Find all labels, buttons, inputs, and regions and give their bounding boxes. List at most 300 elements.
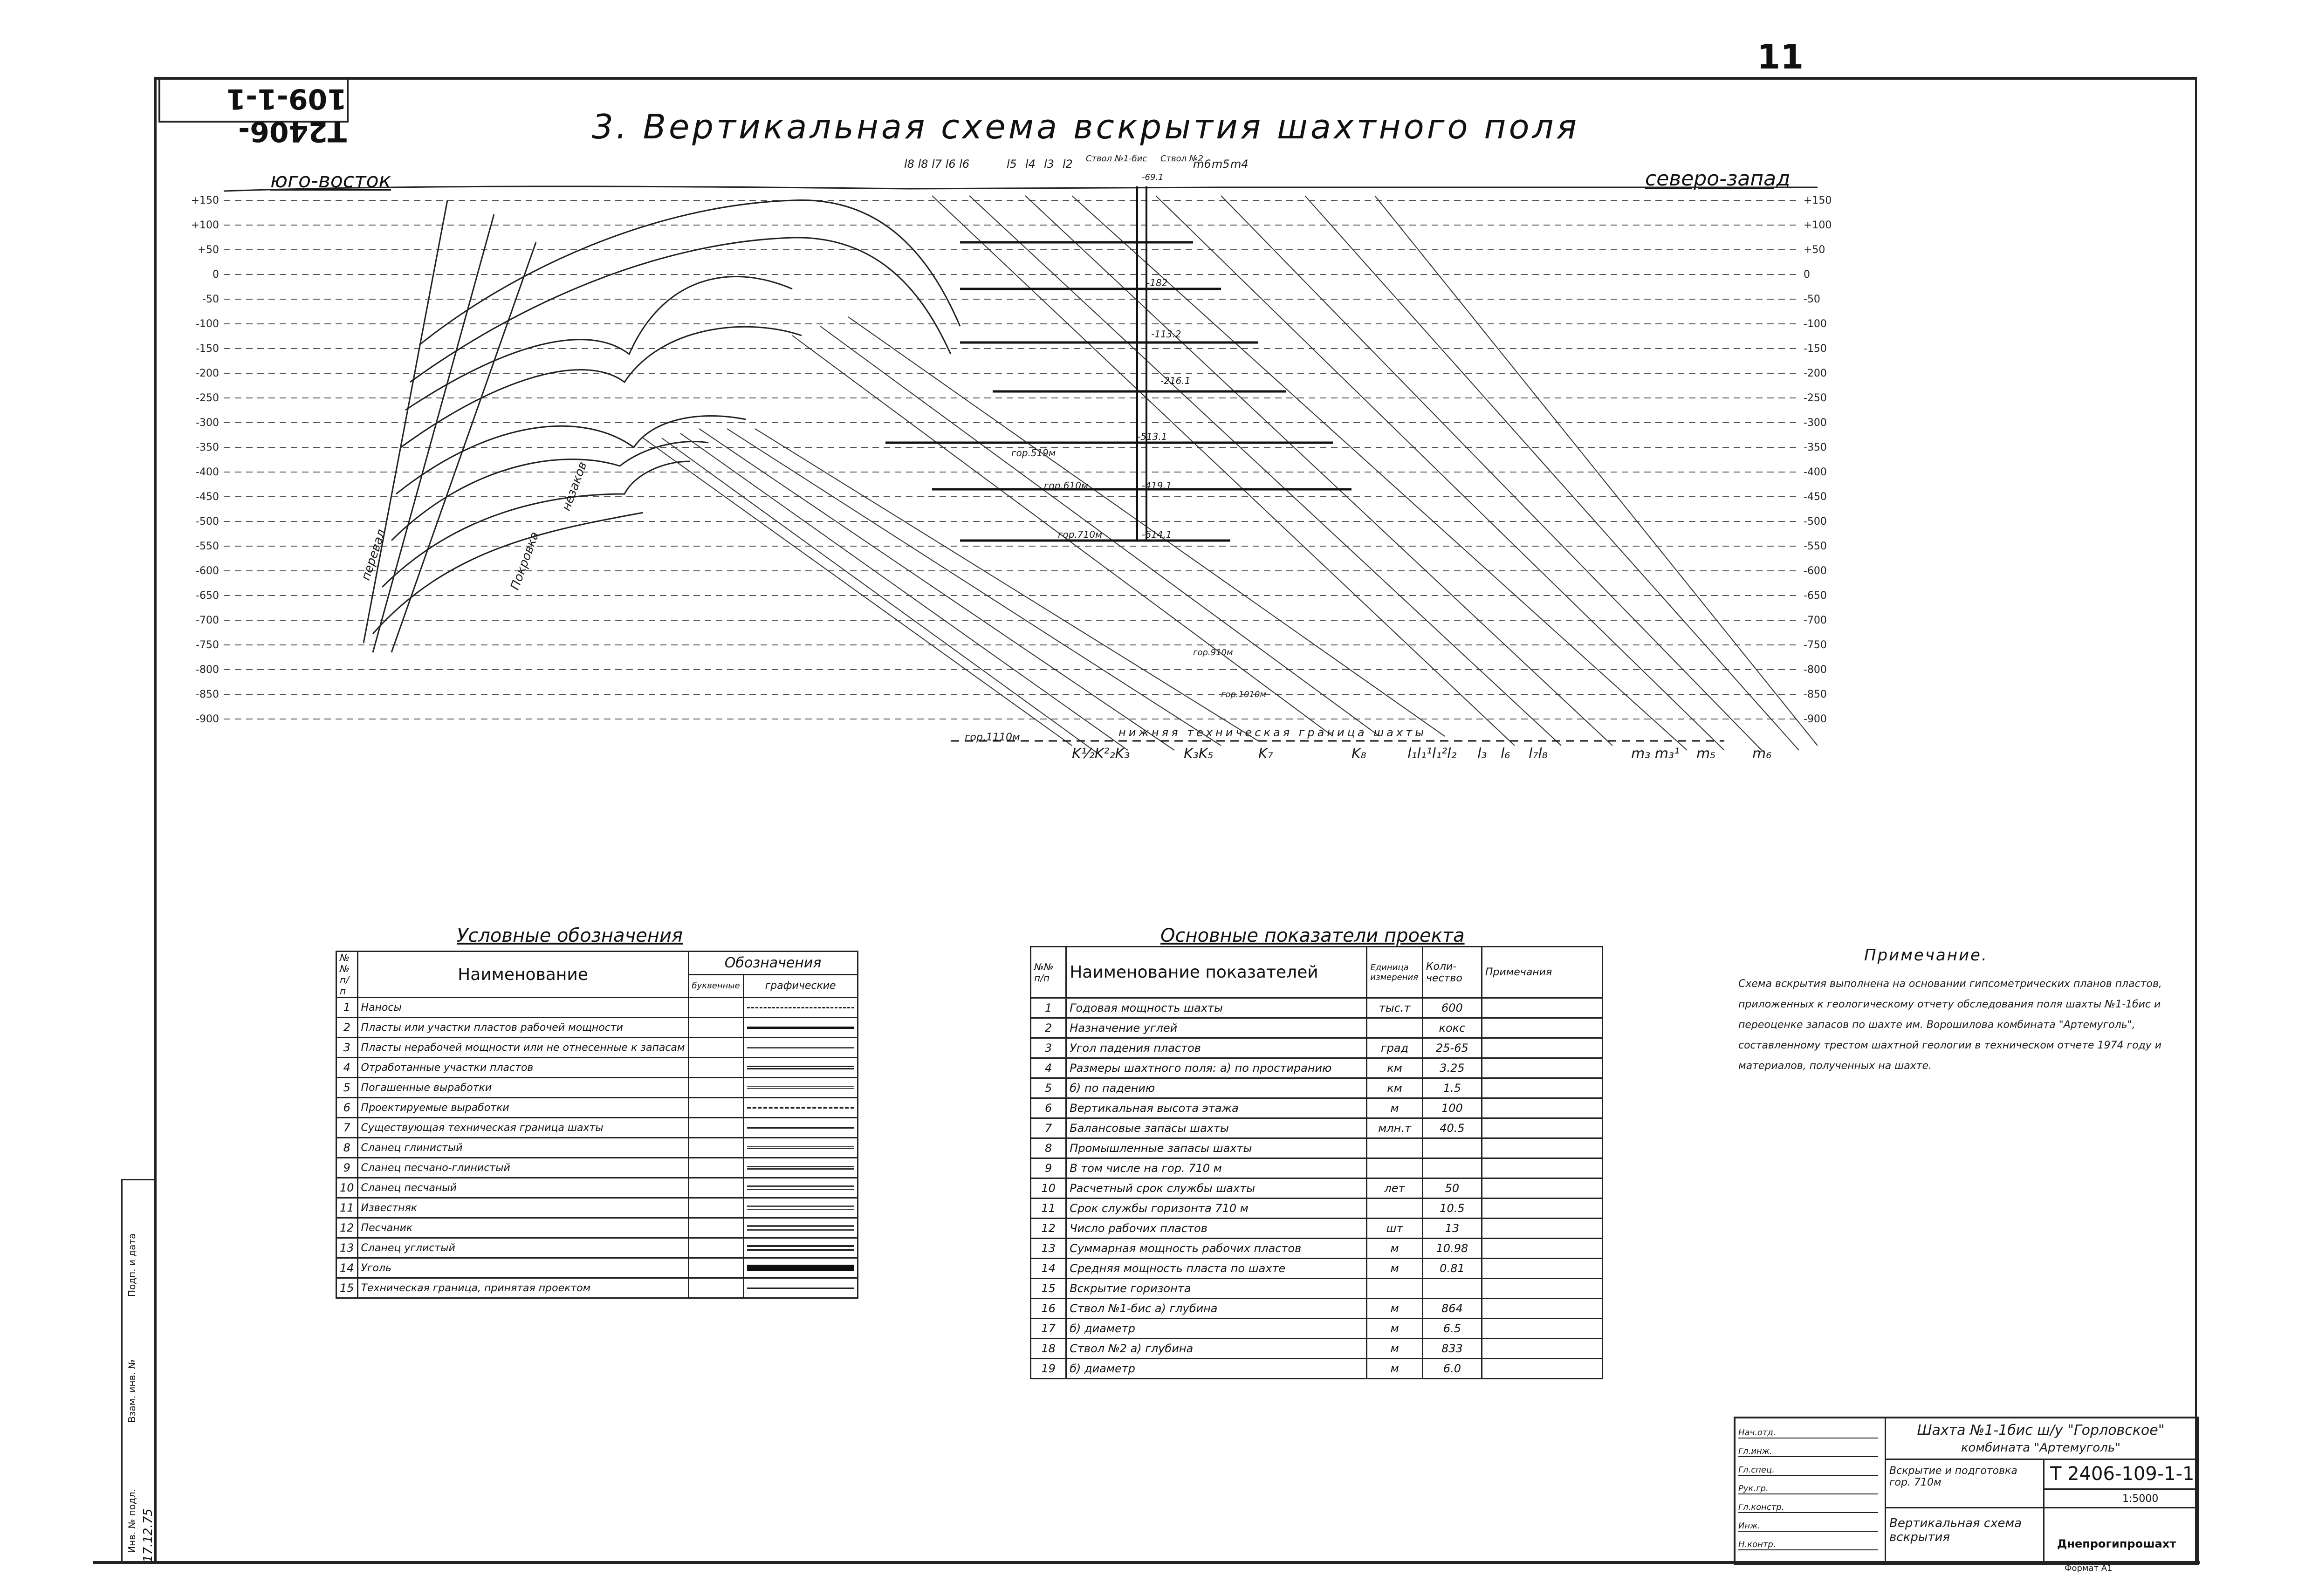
level-label-right: -400 [1804,466,1827,478]
stamp-subject: Вскрытие и подготовка гор. 710м [1889,1465,2017,1488]
legend-row-graphic [743,1098,858,1118]
seam-bottom-label: K₈ [1352,746,1366,762]
legend-header-num: №№ п/п [336,952,358,998]
level-label-left: -650 [196,590,219,602]
indicators-row [1031,1118,1603,1138]
indicator-qty: 25-65 [1422,1038,1482,1058]
level-label-right: -650 [1804,590,1827,602]
legend-row-graphic [743,1198,858,1218]
level-label-left: -100 [196,318,219,330]
legend-row [336,1278,858,1298]
elevation-mark: -513.1 [1137,431,1167,442]
legend-row [336,1178,858,1198]
level-label-left: -900 [196,713,219,725]
indicator-qty: 6.0 [1422,1359,1482,1379]
indicators-row [1031,998,1603,1018]
legend-row-letter [688,1098,743,1118]
legend-row-graphic [743,1138,858,1158]
indicator-num: 6 [1031,1098,1066,1118]
indicator-note [1482,1178,1602,1199]
legend-row-letter [688,1158,743,1178]
legend-title: Условные обозначения [457,925,683,946]
indicator-note [1482,1158,1602,1178]
stamp-role: Нач.отд. [1738,1428,1878,1438]
indicator-qty [1422,1138,1482,1158]
level-label-left: -800 [196,664,219,676]
indicators-row [1031,1259,1603,1279]
legend-row [336,1058,858,1078]
title-block [1734,1417,2199,1565]
elevation-mark: -113.2 [1151,329,1181,340]
indicator-note [1482,1138,1602,1158]
horizon-label: гор.610м [1044,480,1089,491]
mining-horizons [885,242,1724,741]
indicator-name: Средняя мощность пласта по шахте [1066,1259,1367,1279]
indicator-num: 9 [1031,1158,1066,1178]
legend-row [336,1198,858,1218]
legend-row-name: Погашенные выработки [357,1078,688,1098]
indicators-row [1031,1319,1603,1339]
seam-bottom-label: K₇ [1258,746,1273,762]
level-label-left: +150 [191,195,219,206]
level-label-right: -700 [1804,615,1827,626]
level-label-right: -500 [1804,516,1827,527]
legend-row-graphic [743,1178,858,1198]
indicator-name: б) диаметр [1066,1319,1367,1339]
indicator-unit [1367,1199,1423,1219]
indicator-num: 7 [1031,1118,1066,1138]
indicator-name: Суммарная мощность рабочих пластов [1066,1239,1367,1259]
indicator-unit: м [1367,1299,1423,1319]
indicators-row [1031,1158,1603,1178]
indicator-qty: 3.25 [1422,1058,1482,1078]
level-scale-right [1804,195,1832,725]
legend-row [336,1258,858,1278]
legend-symbol [747,1127,854,1129]
indicator-note [1482,1018,1602,1038]
indicators-row [1031,1038,1603,1058]
legend-symbol [747,1066,854,1069]
indicator-qty: 13 [1422,1219,1482,1239]
legend-row [336,1158,858,1178]
legend-row-letter [688,1058,743,1078]
indicator-unit [1367,1018,1423,1038]
legend-row-graphic [743,1018,858,1038]
legend-row-graphic [743,1118,858,1138]
seam-top-label: l5 [1007,158,1017,171]
level-label-left: -750 [196,639,219,651]
side-label: Взам. инв. № [126,1359,137,1423]
legend-symbol [747,1047,854,1048]
legend-row-name: Техническая граница, принятая проектом [357,1278,688,1298]
indicator-note [1482,998,1602,1018]
indicator-note [1482,1279,1602,1299]
indicator-note [1482,1299,1602,1319]
indicators-title: Основные показатели проекта [1160,925,1465,946]
indicator-qty: 6.5 [1422,1319,1482,1339]
legend-row-name: Песчаник [357,1218,688,1238]
legend-row [336,1038,858,1058]
indicator-qty: 1.5 [1422,1078,1482,1098]
direction-right-label: северо-запад [1645,167,1791,191]
indicators-row [1031,1098,1603,1118]
indicators-row [1031,1138,1603,1158]
level-label-right: -150 [1804,343,1827,355]
legend-row-graphic [743,1058,858,1078]
indicator-note [1482,1239,1602,1259]
indicators-row [1031,1279,1603,1299]
elevation-mark: -216.1 [1160,375,1191,386]
legend-symbol [747,1027,854,1029]
indicator-qty: 600 [1422,998,1482,1018]
legend-row-name: Сланец глинистый [357,1138,688,1158]
legend-row-name: Проектируемые выработки [357,1098,688,1118]
level-label-left: -600 [196,565,219,577]
indicators-row [1031,1239,1603,1259]
legend-row-num: 10 [336,1178,358,1198]
shaft-label: Ствол №2 [1160,154,1204,164]
bottom-boundary-label: нижняя техническая граница шахты [1118,726,1427,739]
legend-row-graphic [743,1158,858,1178]
level-label-right: 0 [1804,269,1810,281]
legend-row-name: Пласты нерабочей мощности или не отнесенные к запасам [357,1038,688,1058]
direction-left-label: юго-восток [270,169,391,192]
legend-row-letter [688,1178,743,1198]
seam-top-label: l4 [1025,158,1036,171]
legend-row [336,998,858,1018]
legend-row-graphic [743,1278,858,1298]
legend-symbol [747,1086,854,1089]
seam-bottom-label: K₃K₅ [1184,746,1214,762]
indicator-qty: 10.5 [1422,1199,1482,1219]
outcrop-label: незаков [559,459,590,513]
legend-row-num: 1 [336,998,358,1018]
level-label-right: +50 [1804,244,1825,256]
indicator-num: 1 [1031,998,1066,1018]
indicator-num: 16 [1031,1299,1066,1319]
legend-row-letter [688,1118,743,1138]
indicator-unit [1367,1158,1423,1178]
legend-row-num: 14 [336,1258,358,1278]
legend-row-num: 2 [336,1018,358,1038]
level-label-right: -850 [1804,689,1827,700]
level-label-left: -200 [196,368,219,379]
elevation-mark: -69.1 [1142,172,1164,182]
legend-row-letter [688,1278,743,1298]
indicator-unit: лет [1367,1178,1423,1199]
seam-bottom-label: m₃ m₃¹ [1631,746,1680,762]
indicator-num: 12 [1031,1219,1066,1239]
indicators-row [1031,1299,1603,1319]
indicators-row [1031,1339,1603,1359]
indicator-unit: м [1367,1259,1423,1279]
seam-bottom-label: l₃ [1477,746,1487,762]
legend-row-num: 7 [336,1118,358,1138]
horizon-label: гор.710м [1058,529,1103,540]
indicator-num: 15 [1031,1279,1066,1299]
outcrop-label: Покровка [508,530,542,592]
legend-row-letter [688,1018,743,1038]
indicators-row [1031,1178,1603,1199]
legend-row-graphic [743,1258,858,1278]
indicator-name: Вертикальная высота этажа [1066,1098,1367,1118]
legend-row-letter [688,1218,743,1238]
legend-symbol [747,1007,854,1008]
indicator-qty: 864 [1422,1299,1482,1319]
level-label-right: -900 [1804,713,1827,725]
note-text: Схема вскрытия выполнена на основании гипсометрических планов пластов, приложенных к геологическому отчету обследования поля шахты №1-1бис и переоценке запасов по шахте им. Ворошилова комбината "Артемуголь", составленному трестом шахтной геологии в техническом отчете 1974 году и материалов, полученных на шахте. [1738,978,2162,1072]
indicators-row [1031,1058,1603,1078]
note-heading: Примечание. [1864,946,1988,965]
indicator-name: Годовая мощность шахты [1066,998,1367,1018]
stamp-role: Н.контр. [1738,1540,1878,1550]
legend-row [336,1098,858,1118]
indicator-qty: 0.81 [1422,1259,1482,1279]
indicators-header-qty: Коли-чество [1422,947,1482,998]
indicator-num: 13 [1031,1239,1066,1259]
legend-header-name: Наименование [357,952,688,998]
legend-symbol [747,1185,854,1190]
level-label-right: -600 [1804,565,1827,577]
legend-row-letter [688,998,743,1018]
level-label-right: -300 [1804,417,1827,429]
indicator-name: Ствол №1-бис а) глубина [1066,1299,1367,1319]
indicator-num: 3 [1031,1038,1066,1058]
legend-row-num: 3 [336,1038,358,1058]
legend-symbol [747,1265,854,1271]
level-label-right: -550 [1804,541,1827,552]
legend-row [336,1078,858,1098]
outcrop-label: перевал [359,527,389,582]
indicator-num: 14 [1031,1259,1066,1279]
indicator-note [1482,1339,1602,1359]
indicator-name: Назначение углей [1066,1018,1367,1038]
legend-row-letter [688,1038,743,1058]
legend-row-name: Сланец углистый [357,1238,688,1258]
level-label-left: -150 [196,343,219,355]
level-label-right: -750 [1804,639,1827,651]
stamp-drawing-name: Вертикальная схема вскрытия [1889,1516,2022,1544]
legend-symbol [747,1245,854,1251]
legend-symbol [747,1107,854,1109]
legend-table [336,951,858,1299]
indicators-header-unit: Единица измерения [1367,947,1423,998]
legend-row-name: Сланец песчаный [357,1178,688,1198]
indicator-note [1482,1359,1602,1379]
indicator-name: Число рабочих пластов [1066,1219,1367,1239]
legend-row-num: 12 [336,1218,358,1238]
level-label-left: +100 [191,219,219,231]
indicator-name: Вскрытие горизонта [1066,1279,1367,1299]
legend-row-letter [688,1138,743,1158]
seam-bottom-label: l₁l₁¹l₁²l₂ [1407,746,1457,762]
indicator-name: Ствол №2 а) глубина [1066,1339,1367,1359]
level-label-left: +50 [197,244,219,256]
level-label-left: -550 [196,541,219,552]
indicator-unit: тыс.т [1367,998,1423,1018]
legend-symbol [747,1166,854,1170]
indicator-unit [1367,1279,1423,1299]
title-block-signatures [1736,1418,1886,1563]
indicator-unit: млн.т [1367,1118,1423,1138]
legend-header-letter: буквенные [688,974,743,998]
legend-row-name: Известняк [357,1198,688,1218]
horizon-label: гор.519м [1011,447,1056,459]
legend-row-name: Наносы [357,998,688,1018]
indicator-note [1482,1118,1602,1138]
level-label-left: -250 [196,392,219,404]
legend-row-num: 4 [336,1058,358,1078]
stamp-organization: Днепрогипрошахт [2057,1537,2176,1550]
legend-row [336,1238,858,1258]
indicator-name: Расчетный срок службы шахты [1066,1178,1367,1199]
elevation-mark: -419.1 [1142,480,1172,491]
indicators-row [1031,1199,1603,1219]
level-label-left: -300 [196,417,219,429]
level-label-right: -50 [1804,294,1820,305]
seam-bottom-label: K½K²₂K₃ [1072,746,1130,762]
legend-row-num: 5 [336,1078,358,1098]
level-label-right: +100 [1804,219,1832,231]
indicator-note [1482,1219,1602,1239]
horizon-label: гор.1010м [1221,690,1267,699]
dipping-seams [643,196,1818,755]
stamp-org-line1: Шахта №1-1бис ш/у "Горловское" [1917,1422,2165,1438]
indicator-name: Балансовые запасы шахты [1066,1118,1367,1138]
legend-row-name: Существующая техническая граница шахты [357,1118,688,1138]
indicator-unit: м [1367,1098,1423,1118]
horizon-label: гор.1110м [965,732,1020,743]
stamp-role: Гл.спец. [1738,1465,1878,1476]
indicator-num: 8 [1031,1138,1066,1158]
indicator-unit: м [1367,1319,1423,1339]
level-label-right: -800 [1804,664,1827,676]
seam-top-label: m6 [1193,158,1211,171]
legend-row-num: 8 [336,1138,358,1158]
indicator-num: 10 [1031,1178,1066,1199]
stamp-code: Т 2406-109-1-1 [2050,1463,2195,1485]
indicator-name: Размеры шахтного поля: а) по простиранию [1066,1058,1367,1078]
indicator-unit: м [1367,1239,1423,1259]
indicator-qty [1422,1158,1482,1178]
seam-top-label: l2 [1063,158,1073,171]
level-label-left: -400 [196,466,219,478]
indicator-num: 4 [1031,1058,1066,1078]
legend-row-name: Сланец песчано-глинистый [357,1158,688,1178]
indicator-qty: кокс [1422,1018,1482,1038]
level-label-left: -350 [196,442,219,453]
indicator-name: б) диаметр [1066,1359,1367,1379]
legend-row-num: 13 [336,1238,358,1258]
level-label-left: -500 [196,516,219,527]
indicator-qty: 40.5 [1422,1118,1482,1138]
legend-row-num: 9 [336,1158,358,1178]
indicator-num: 11 [1031,1199,1066,1219]
level-scale-left [191,195,219,725]
indicator-num: 5 [1031,1078,1066,1098]
legend-row-num: 11 [336,1198,358,1218]
indicators-row [1031,1018,1603,1038]
indicator-unit: шт [1367,1219,1423,1239]
stamp-role: Гл.констр. [1738,1502,1878,1513]
level-label-right: -250 [1804,392,1827,404]
side-approval-block [121,1179,157,1564]
indicator-name: Угол падения пластов [1066,1038,1367,1058]
indicators-header-num: №№ п/п [1031,947,1066,998]
seam-top-label: l3 [1044,158,1054,171]
indicator-note [1482,1038,1602,1058]
indicators-header-note: Примечания [1482,947,1602,998]
indicator-note [1482,1098,1602,1118]
indicator-qty [1422,1279,1482,1299]
indicator-note [1482,1058,1602,1078]
horizon-label: гор.910м [1193,648,1233,658]
indicator-num: 19 [1031,1359,1066,1379]
indicator-qty: 50 [1422,1178,1482,1199]
legend-row-name: Уголь [357,1258,688,1278]
stamp-role: Рук.гр. [1738,1484,1878,1494]
indicator-name: Промышленные запасы шахты [1066,1138,1367,1158]
seam-top-label: m5 [1212,158,1230,171]
legend-row-letter [688,1258,743,1278]
indicator-unit [1367,1138,1423,1158]
stamp-org-line2: комбината "Артемуголь" [1961,1441,2121,1455]
indicator-num: 18 [1031,1339,1066,1359]
legend-row-num: 15 [336,1278,358,1298]
indicators-row [1031,1219,1603,1239]
indicator-unit: град [1367,1038,1423,1058]
format-label: Формат А1 [2065,1563,2113,1573]
legend-symbol [747,1146,854,1149]
side-label: Подп. и дата [126,1233,137,1297]
legend-row [336,1138,858,1158]
indicator-note [1482,1078,1602,1098]
indicator-num: 2 [1031,1018,1066,1038]
indicator-qty: 100 [1422,1098,1482,1118]
indicator-unit: м [1367,1359,1423,1379]
seam-bottom-label: m₅ [1696,746,1716,762]
indicators-row [1031,1078,1603,1098]
legend-row [336,1018,858,1038]
seam-bottom-label: l₆ [1501,746,1510,762]
level-label-right: +150 [1804,195,1832,206]
indicator-qty: 10.98 [1422,1239,1482,1259]
seam-top-label: l8 l8 l7 l6 l6 [904,158,970,171]
legend-symbol [747,1206,854,1210]
side-date: 17.12.75 [141,1508,155,1562]
indicator-qty: 833 [1422,1339,1482,1359]
indicator-unit: км [1367,1058,1423,1078]
legend-row-graphic [743,998,858,1018]
indicators-table [1030,946,1603,1379]
elevation-mark: -614.1 [1142,529,1172,540]
legend-row [336,1118,858,1138]
indicator-name: В том числе на гор. 710 м [1066,1158,1367,1178]
legend-row-letter [688,1238,743,1258]
legend-row-num: 6 [336,1098,358,1118]
level-label-left: -850 [196,689,219,700]
legend-row-graphic [743,1038,858,1058]
legend-row-name: Пласты или участки пластов рабочей мощности [357,1018,688,1038]
seam-bottom-label: l₇l₈ [1529,746,1548,762]
legend-row-graphic [743,1238,858,1258]
indicators-row [1031,1359,1603,1379]
shaft-label: Ствол №1-бис [1086,154,1147,164]
indicator-unit: км [1367,1078,1423,1098]
indicator-name: Срок службы горизонта 710 м [1066,1199,1367,1219]
legend-symbol [747,1288,854,1289]
indicator-unit: м [1367,1339,1423,1359]
